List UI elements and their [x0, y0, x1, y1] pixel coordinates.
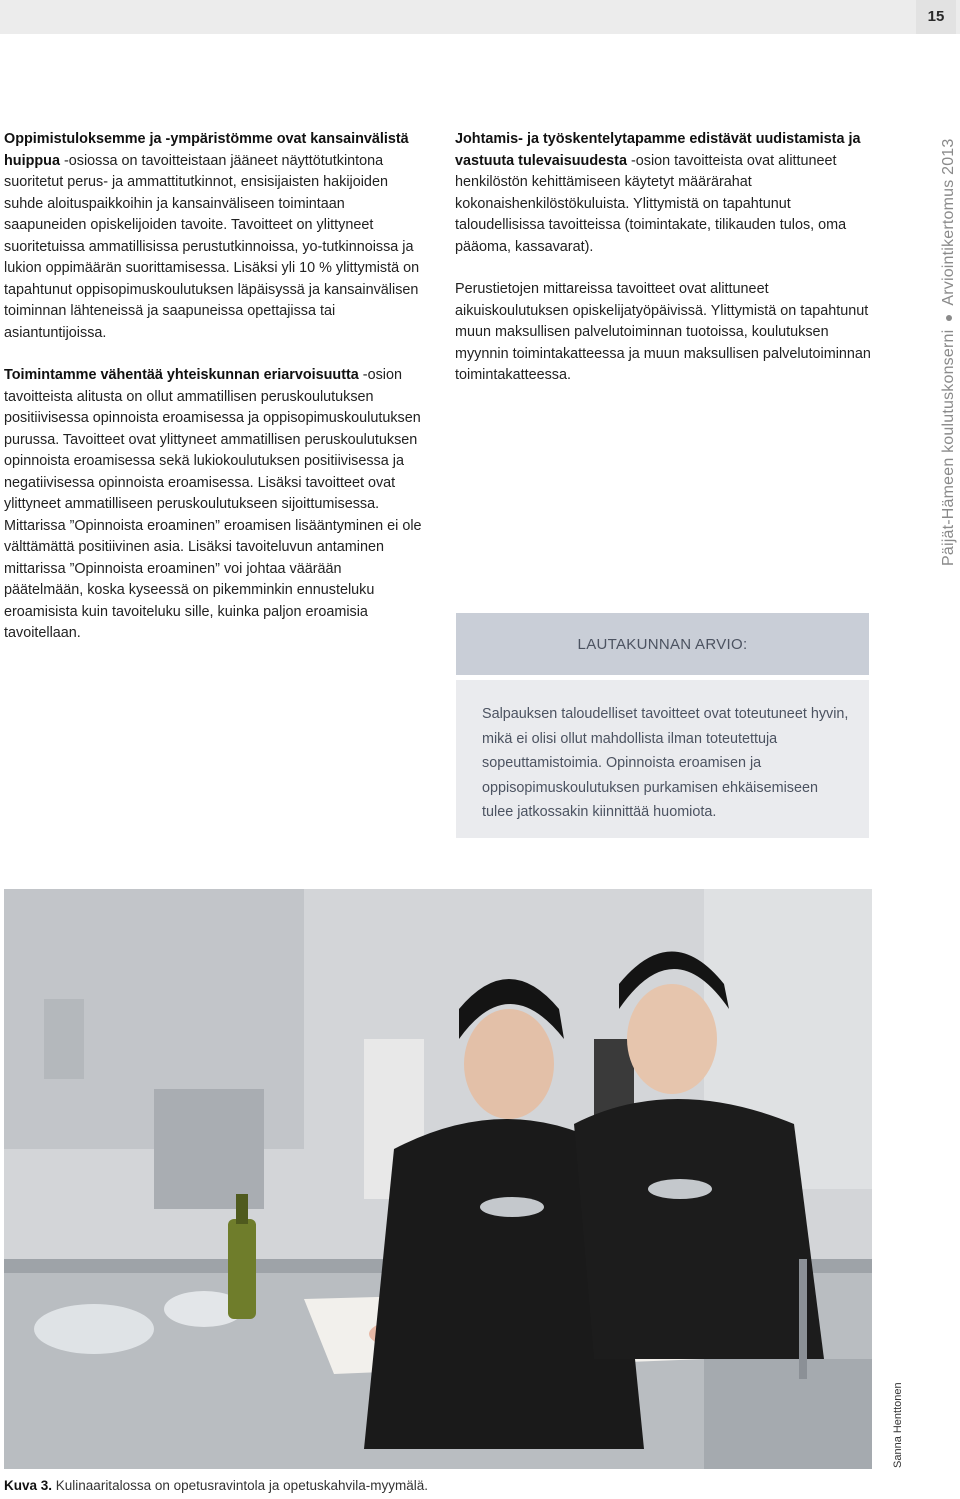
right-paragraph-1	[455, 129, 873, 258]
board-assessment-heading: LAUTAKUNNAN ARVIO:	[456, 613, 869, 675]
sidebar-org: Päijät-Hämeen koulutuskonserni	[940, 329, 957, 566]
sidebar-running-title	[940, 139, 958, 567]
left-paragraph-1	[4, 129, 422, 344]
board-assessment-text: Salpauksen taloudelliset tavoitteet ovat toteutuneet hyvin, mikä ei olisi ollut mahdollista ilman toteutettuja sopeuttamistoimia. Opinnoista eroamisen ja oppisopimuskoulutuksen purkamisen ehkäisemiseen tulee jatkossakin kiinnittää huomiota.	[456, 680, 869, 838]
right-paragraph-1-heading: Johtamis- ja työskentelytapamme edistävät uudistamista ja vastuuta tulevaisuudesta	[455, 131, 861, 169]
right-paragraph-2: Perustietojen mittareissa tavoitteet ovat alittuneet aikuiskoulutuksen opiskelijatyöpäivissä. Ylittymistä on tapahtunut muun maksullisen palvelutoiminnan tuotoissa, koulutuksen myynnin toimintakatteessa ja muun maksullisen palvelutoiminnan toimintakatteessa.	[455, 281, 871, 383]
left-paragraph-2-heading: Toimintamme vähentää yhteiskunnan eriarvoisuutta	[4, 367, 359, 383]
kitchen-photo	[4, 889, 872, 1469]
caption-text: Kulinaaritalossa on opetusravintola ja opetuskahvila-myymälä.	[52, 1478, 428, 1493]
sidebar-title: Arviointikertomus 2013	[940, 138, 957, 306]
left-column	[4, 129, 422, 666]
bullet-dot-icon	[946, 315, 952, 321]
left-paragraph-2	[4, 365, 422, 645]
right-paragraph-1-text: -osion tavoitteista ovat alittuneet henkilöstön kehittämiseen käytetyt määrärahat kokonaishenkilöstökuluista. Ylittymistä on tapahtunut taloudellisissa tavoitteissa (toimintakate, tilikauden tulos, oma pääoma, kassavarat).	[455, 152, 847, 255]
left-paragraph-2-text: -osion tavoitteista alitusta on ollut ammatillisen peruskoulutuksen positiivisessa opinnoista eroamisessa ja oppisopimuskoulutuksen purussa. Tavoitteet ovat ylittyneet ammatillisen peruskoulutuksen opinnoista eroamisessa sekä lukiokoulutuksen positiivisessa ja negatiivisessa opinnoista eroamisessa. Lisäksi tavoitteet ovat ylittyneet ammatilliseen peruskoulutukseen sijoittumisessa. Mittarissa ”Opinnoista eroaminen” eroamisen lisääntyminen ei ole välttämättä positiivinen asia. Lisäksi tavoiteluvun antaminen mittarissa ”Opinnoista eroaminen” voi johtaa väärään päätelmään, koska kyseessä on pikemminkin ennusteluku eroamisista kuin tavoiteluku sille, kuinka paljon eroamisia tavoitellaan.	[4, 367, 422, 641]
left-paragraph-1-text: -osiossa on tavoitteistaan jääneet näyttötutkintona suoritetut perus- ja ammattitutkinnot, ensisijaisten hakijoiden suhde aloituspaikkoihin ja kansainväliseen toimintaan saapuneiden opiskelijoiden tavoite. Tavoitteet on ylittyneet suoritetuissa ammatillisissa perustutkinnoissa, yo-tutkinnoissa ja lukion oppimäärän suorittamisessa. Lisäksi yli 10 % ylittymistä on tapahtunut oppisopimuskoulutuksen läpäisyssä ja kansainvälisen toiminnan lähteneissä ja saapuneissa opettajissa tai asiantuntijoissa.	[4, 152, 420, 341]
right-column	[455, 129, 873, 408]
kitchen-photo-illustration	[4, 889, 872, 1469]
page-header-bar	[0, 0, 960, 34]
caption-label: Kuva 3.	[4, 1478, 53, 1493]
photo-caption	[4, 1478, 428, 1493]
left-paragraph-1-heading: Oppimistuloksemme ja -ympäristömme ovat kansainvälistä huippua	[4, 131, 409, 169]
photo-credit: Sanna Henttonen	[892, 1382, 904, 1468]
page-number: 15	[916, 0, 956, 34]
